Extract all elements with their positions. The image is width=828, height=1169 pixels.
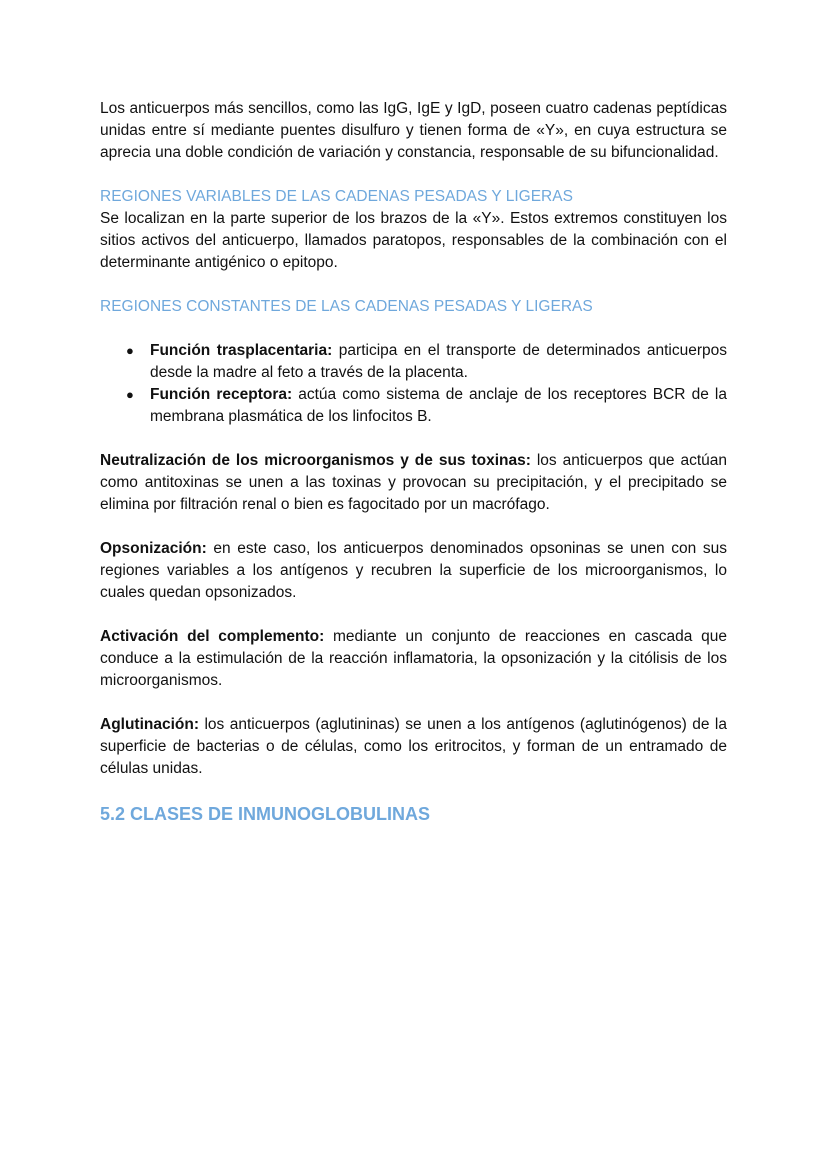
list-item-text: actúa como sistema de anclaje de los receptores BCR de la membrana plasmática de los linfocitos B. [150,386,727,425]
section-title: 5.2 CLASES DE INMUNOGLOBULINAS [100,804,431,824]
constant-regions-heading: REGIONES CONSTANTES DE LAS CADENAS PESADAS Y LIGERAS [100,298,593,315]
bullet-icon: ● [126,387,134,402]
function-text: mediante un conjunto de reacciones en cascada que conduce a la estimulación de la reacción inflamatoria, la opsonización y la citólisis de los microorganismos. [100,628,728,689]
function-text: los anticuerpos que actúan como antitoxinas se unen a las toxinas y provocan su precipitación, y el precipitado se elimina por filtración renal o bien es fagocitado por un macrófago. [100,452,728,513]
constant-regions-list [100,340,727,428]
function-paragraph-complement [100,626,727,692]
function-term: Aglutinación: [100,716,200,733]
function-paragraph-neutralization [100,450,727,516]
variable-regions-paragraph: Se localizan en la parte superior de los brazos de la «Y». Estos extremos constituyen los sitios activos del anticuerpo, llamados paratopos, responsables de la combinación con el determinante antigénico o epitopo. [100,210,727,271]
list-item-term: Función trasplacentaria: [150,342,333,359]
function-paragraph-opsonization [100,538,727,604]
function-term: Activación del complemento: [100,628,325,645]
intro-paragraph: Los anticuerpos más sencillos, como las IgG, IgE y IgD, poseen cuatro cadenas peptídicas unidas entre sí mediante puentes disulfuro y tienen forma de «Y», en cuya estructura se aprecia una doble condición de variación y constancia, responsable de su bifuncionalidad. [100,100,727,161]
list-item-text: participa en el transporte de determinados anticuerpos desde la madre al feto a través de la placenta. [150,342,727,381]
list-item [126,340,727,384]
bullet-icon: ● [126,343,134,358]
function-text: los anticuerpos (aglutininas) se unen a los antígenos (aglutinógenos) de la superficie de bacterias o de células, como los eritrocitos, y forman de un entramado de células unidas. [100,716,727,777]
function-term: Opsonización: [100,540,207,557]
list-item-term: Función receptora: [150,386,293,403]
function-term: Neutralización de los microorganismos y de sus toxinas: [100,452,531,469]
list-item [126,384,727,428]
variable-regions-heading: REGIONES VARIABLES DE LAS CADENAS PESADAS Y LIGERAS [100,188,573,205]
function-text: en este caso, los anticuerpos denominados opsoninas se unen con sus regiones variables a los antígenos y recubren la superficie de los microorganismos, lo cuales quedan opsonizados. [100,540,727,601]
function-paragraph-agglutination [100,714,727,780]
document-page [100,98,727,826]
